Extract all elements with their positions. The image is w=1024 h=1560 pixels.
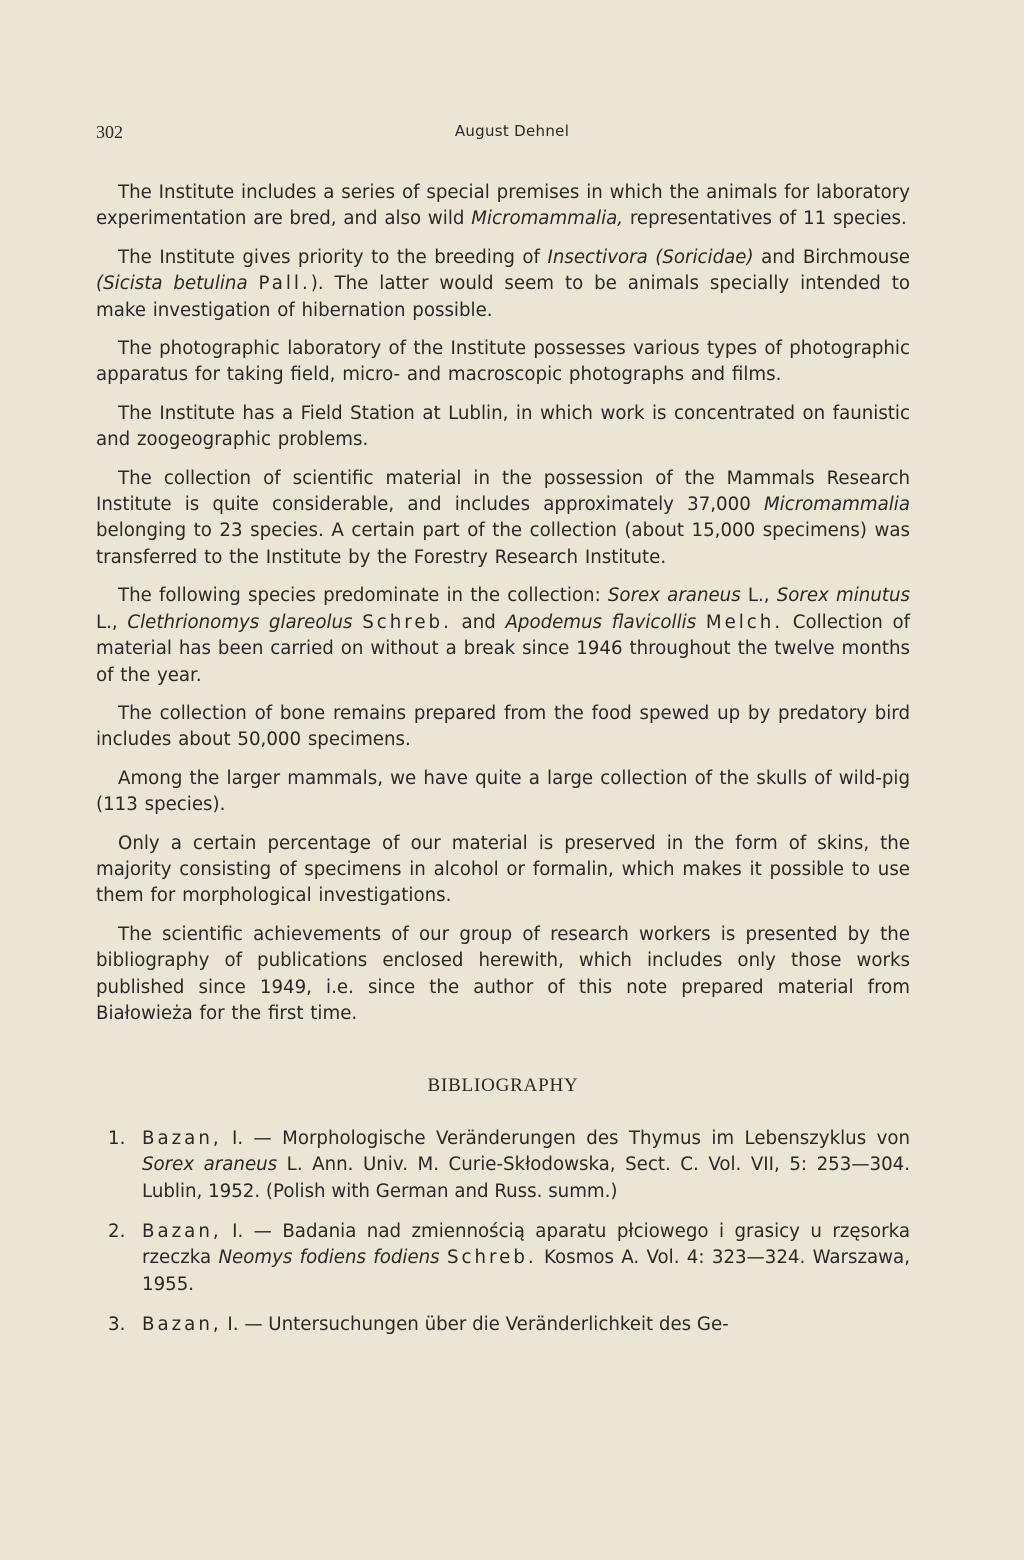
paragraph-bone-remains: The collection of bone remains prepared from the food spewed up by predatory bird includes about 50,000 specimens.	[96, 702, 910, 751]
paragraph-premises: The Institute includes a series of special premises in which the animals for laboratory experimentation are bred, and also wild Micromammalia, representatives of 11 species.	[96, 182, 910, 230]
paragraph-larger-mammals: Among the larger mammals, we have quite a large collection of the skulls of wild-pig (113 species).	[96, 767, 910, 816]
page-header	[96, 122, 928, 144]
bibliography-item	[96, 1219, 910, 1298]
bibliography-item-text: Bazan, I. — Badania nad zmiennością aparatu płciowego i grasicy u rzęsorka rzeczka Neomys fodiens fodiens Schreb. Kosmos A. Vol. 4: 323—324. Warszawa, 1955.	[142, 1221, 910, 1295]
bibliography-item-number: 2.	[108, 1221, 126, 1242]
paragraph-predominant-species: The following species predominate in the collection: Sorex araneus L., Sorex minutus L., Clethrionomys glareolus Schreb. and Apodemus flavicollis Melch. Collection of material has been carried on without a break since 1946 throughout the twelve months of the year.	[96, 585, 910, 686]
paragraph-photographic-lab: The photographic laboratory of the Institute possesses various types of photographic apparatus for taking field, micro- and macroscopic photographs and films.	[96, 338, 910, 386]
article-body	[96, 180, 910, 1353]
paragraph-achievements: The scientific achievements of our group of research workers is presented by the bibliography of publications enclosed herewith, which includes only those works published since 1949, i.e. since the author of this note prepared material from Białowieża for the first time.	[96, 923, 910, 1024]
paragraph-preservation: Only a certain percentage of our material is preserved in the form of skins, the majority consisting of specimens in alcohol or formalin, which makes it possible to use them for morphological investigations.	[96, 832, 910, 907]
paragraph-field-station: The Institute has a Field Station at Lublin, in which work is concentrated on faunistic and zoogeographic problems.	[96, 402, 910, 451]
bibliography-item-number: 1.	[108, 1127, 126, 1149]
bibliography-item	[96, 1126, 910, 1205]
running-head: August Dehnel	[454, 122, 570, 140]
bibliography-item-number: 3.	[108, 1314, 126, 1336]
paragraph-collection: The collection of scientific material in the possession of the Mammals Research Institute is quite considerable, and includes approximately 37,000 Micromammalia belonging to 23 species. A certain part of the collection (about 15,000 specimens) was transferred to the Institute by the Forestry Research Institute.	[96, 467, 910, 568]
bibliography-item	[96, 1312, 910, 1338]
bibliography-item-text: Bazan, I. — Morphologische Veränderungen des Thymus im Lebenszyklus von Sorex araneus L. Ann. Univ. M. Curie-Skłodowska, Sect. C. Vol. VII, 5: 253—304. Lublin, 1952. (Polish with German and Russ. summ.)	[142, 1127, 910, 1202]
paragraph-breeding-priority: The Institute gives priority to the breeding of Insectivora (Soricidae) and Birchmouse (Sicista betulina Pall.). The latter would seem to be animals specially intended to make investigation of hibernation possible.	[96, 246, 911, 321]
page-number: 302	[96, 122, 123, 142]
bibliography-heading: BIBLIOGRAPHY	[427, 1075, 579, 1097]
bibliography-item-text: Bazan, I. — Untersuchungen über die Veränderlichkeit des Ge-	[142, 1314, 729, 1336]
